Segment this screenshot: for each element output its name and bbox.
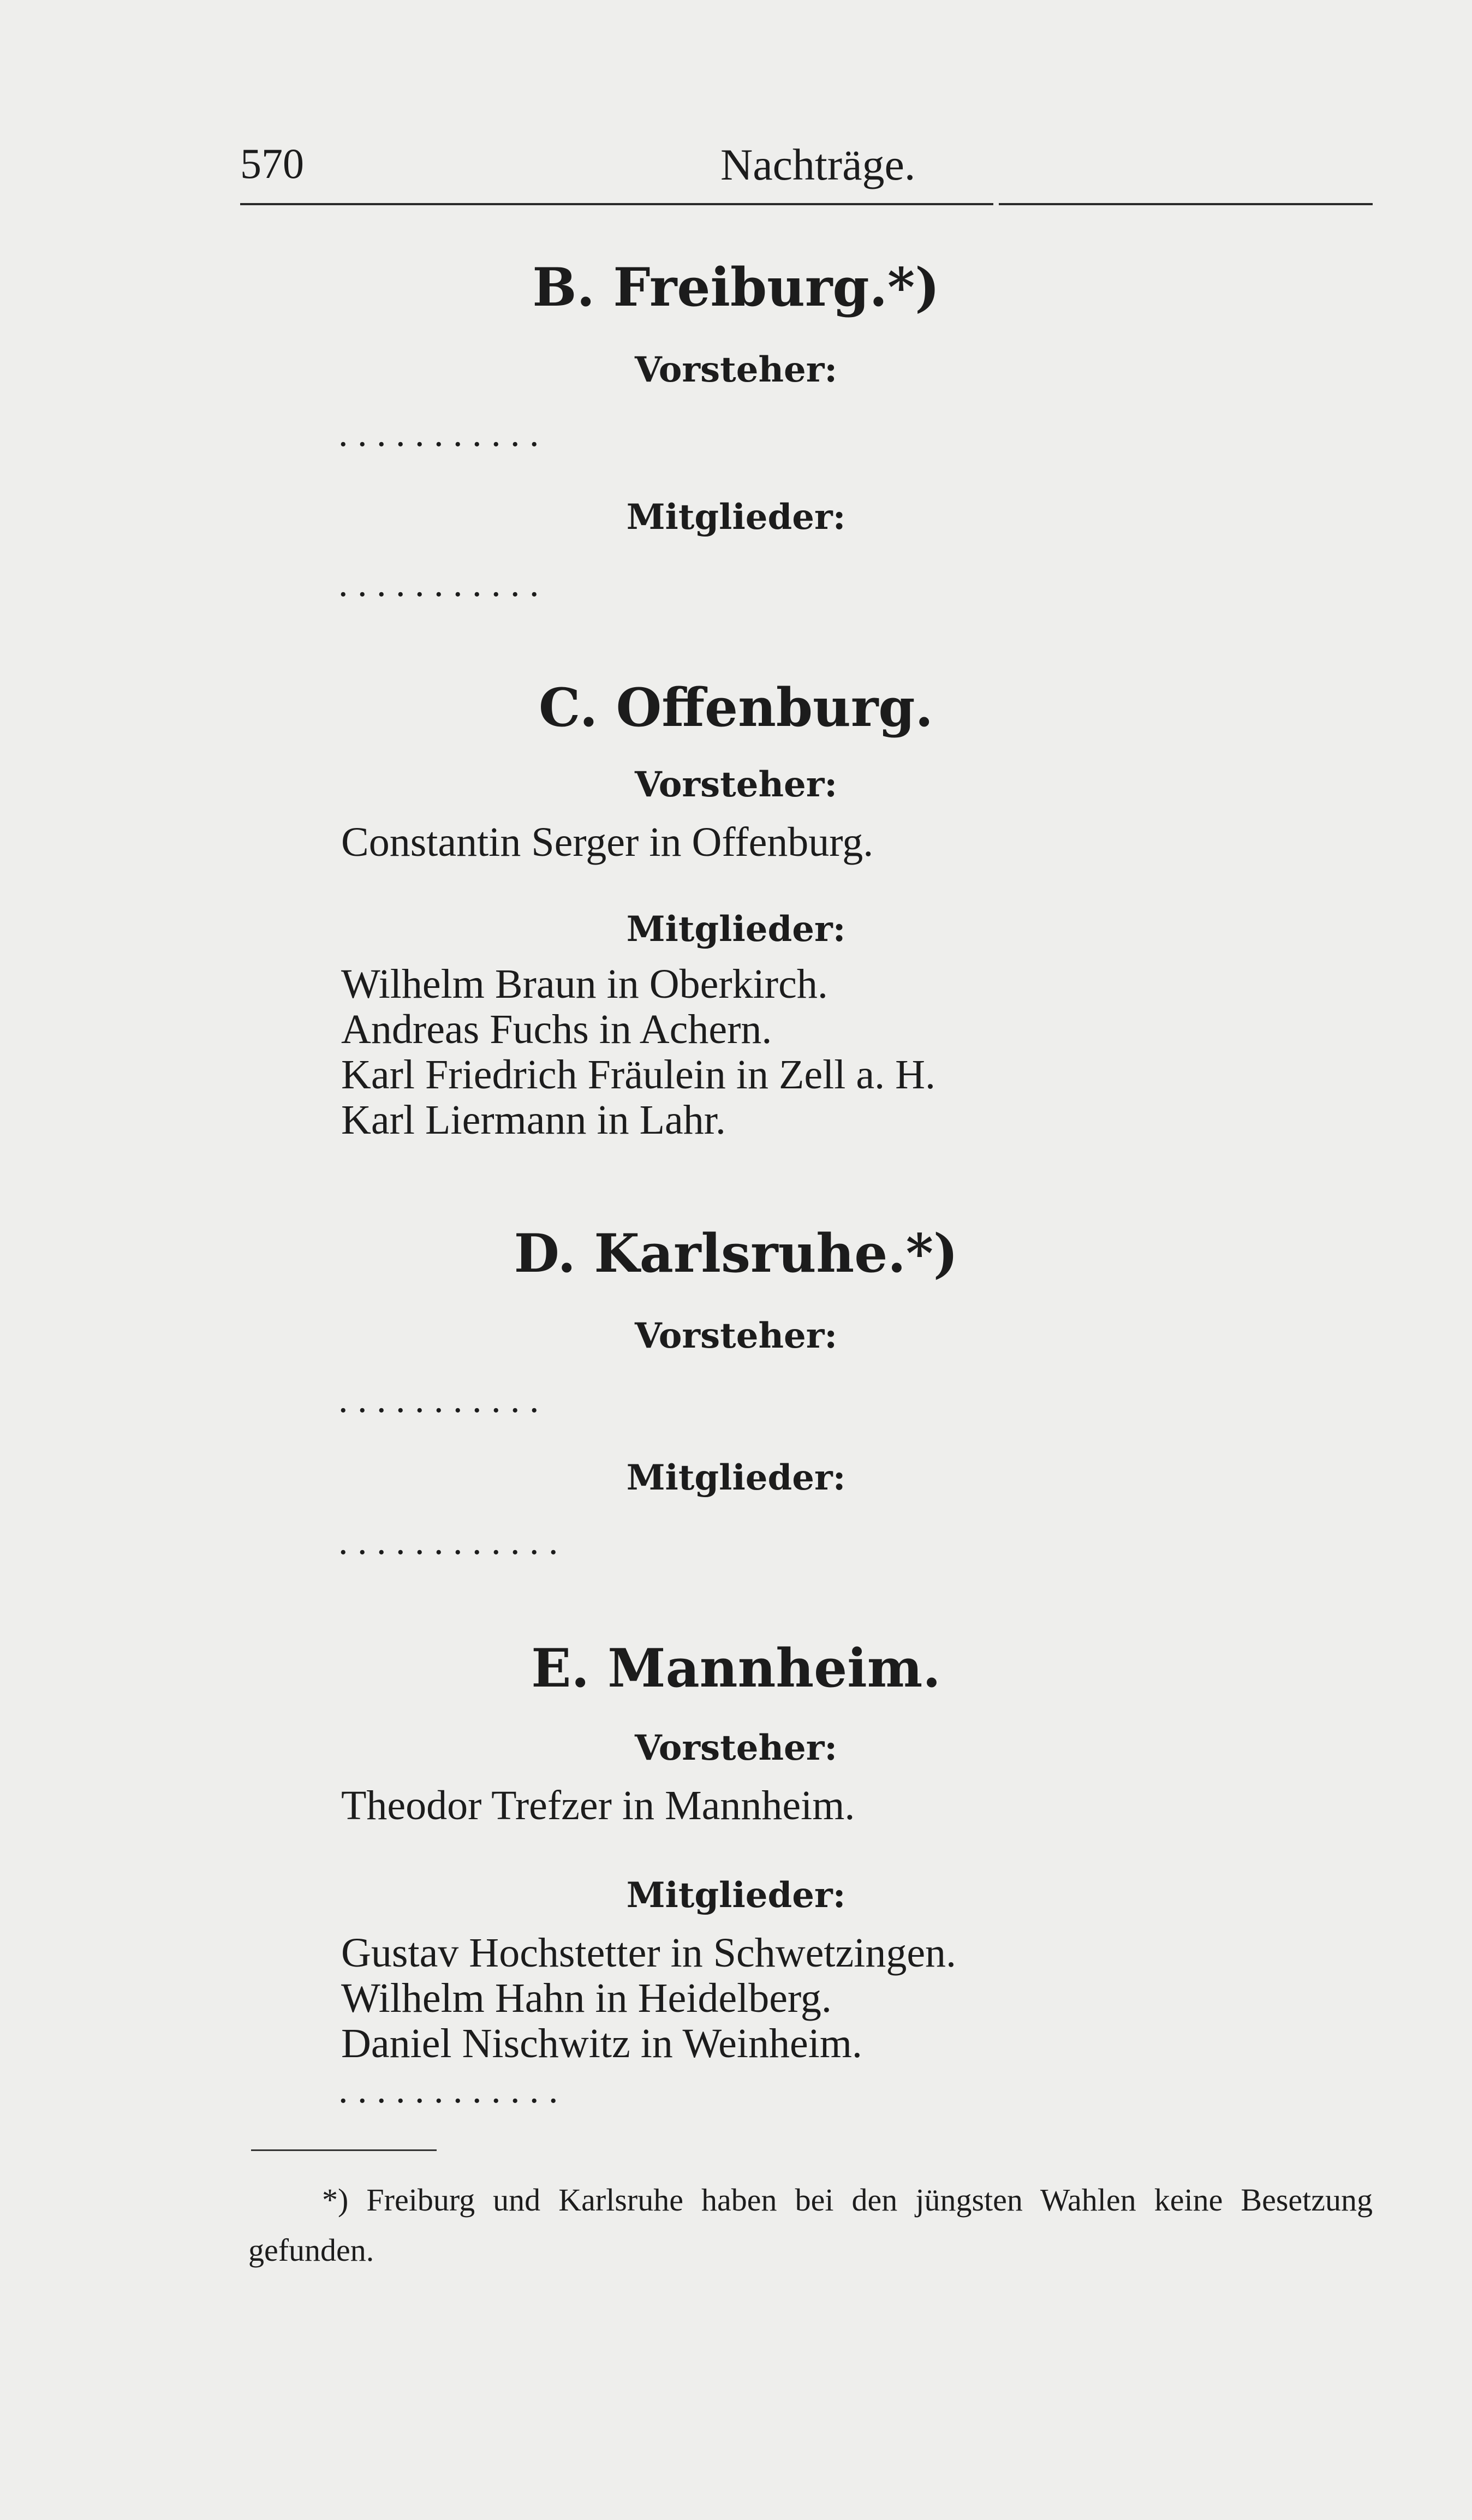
section-d-vorsteher-label: Vorsteher: bbox=[634, 1315, 838, 1356]
section-c-member: Karl Friedrich Fräulein in Zell a. H. bbox=[341, 1052, 936, 1098]
section-e-member: Gustav Hochstetter in Schwetzingen. bbox=[341, 1930, 957, 1976]
section-c-member: Andreas Fuchs in Achern. bbox=[341, 1006, 772, 1052]
running-head: Nachträge. bbox=[720, 140, 916, 189]
section-d-vorsteher-placeholder: . . . . . . . . . . . bbox=[338, 1379, 539, 1421]
section-c-member: Karl Liermann in Lahr. bbox=[341, 1097, 726, 1143]
page-number: 570 bbox=[240, 140, 304, 187]
section-e-member: Daniel Nischwitz in Weinheim. bbox=[341, 2021, 862, 2066]
section-e-member: Wilhelm Hahn in Heidelberg. bbox=[341, 1975, 832, 2021]
section-b-heading: B. Freiburg.*) bbox=[532, 257, 940, 318]
section-c-vorsteher-label: Vorsteher: bbox=[634, 764, 838, 805]
section-c-mitglieder-label: Mitglieder: bbox=[626, 909, 846, 950]
section-b-mitglieder-label: Mitglieder: bbox=[626, 497, 846, 538]
header-rule-right bbox=[999, 203, 1373, 205]
section-d-mitglieder-label: Mitglieder: bbox=[626, 1457, 846, 1498]
section-b-mitglieder-placeholder: . . . . . . . . . . . bbox=[338, 563, 539, 605]
section-b-vorsteher-label: Vorsteher: bbox=[634, 349, 838, 390]
section-b-vorsteher-placeholder: . . . . . . . . . . . bbox=[338, 413, 539, 455]
section-e-mitglieder-placeholder: . . . . . . . . . . . . bbox=[338, 2069, 558, 2111]
footnote: *) Freiburg und Karlsruhe haben bei den jüngsten Wahlen keine Besetzung gefunden. bbox=[248, 2182, 1373, 2268]
section-e-vorsteher: Theodor Trefzer in Mannheim. bbox=[341, 1783, 855, 1828]
section-e-mitglieder-label: Mitglieder: bbox=[626, 1875, 846, 1916]
section-e-vorsteher-label: Vorsteher: bbox=[634, 1727, 838, 1768]
header-rule-left bbox=[240, 203, 993, 205]
section-c-heading: C. Offenburg. bbox=[539, 677, 933, 738]
section-c-member: Wilhelm Braun in Oberkirch. bbox=[341, 961, 828, 1007]
section-c-vorsteher: Constantin Serger in Offenburg. bbox=[341, 819, 874, 865]
section-d-mitglieder-placeholder: . . . . . . . . . . . . bbox=[338, 1521, 558, 1563]
section-e-heading: E. Mannheim. bbox=[531, 1637, 941, 1699]
footnote-rule bbox=[251, 2149, 437, 2151]
section-d-heading: D. Karlsruhe.*) bbox=[514, 1223, 958, 1284]
